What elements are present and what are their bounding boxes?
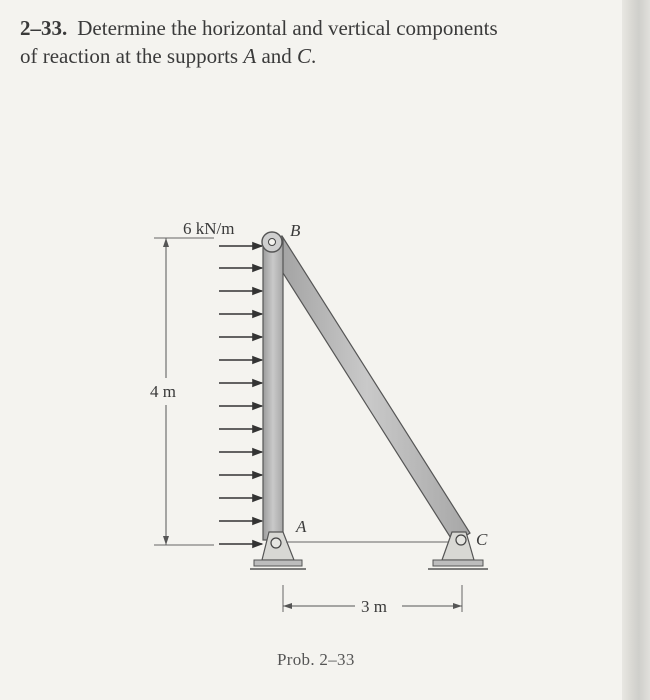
distributed-load-arrows — [219, 246, 262, 544]
problem-text-conjunction: and — [256, 44, 298, 68]
pin-b-hole — [269, 239, 276, 246]
problem-text-line-1: Determine the horizontal and vertical components — [77, 16, 498, 40]
support-a — [250, 532, 306, 569]
support-a-reference: A — [243, 44, 257, 68]
support-a-base — [254, 560, 302, 566]
problem-text-period: . — [311, 44, 317, 68]
problem-text-line-2: of reaction at the supports — [20, 44, 244, 68]
support-c-base — [433, 560, 483, 566]
load-intensity-label: 6 kN/m — [183, 219, 235, 238]
span-arrowhead-right — [453, 603, 462, 609]
height-label: 4 m — [150, 382, 176, 401]
support-c-label: C — [476, 530, 488, 549]
height-arrowhead-bottom — [163, 536, 169, 545]
pin-a — [271, 538, 281, 548]
figure-caption: Prob. 2–33 — [277, 650, 355, 669]
support-c-reference: C — [297, 44, 312, 68]
pin-c — [456, 535, 466, 545]
problem-number: 2–33. — [20, 16, 68, 40]
height-arrowhead-top — [163, 238, 169, 247]
joint-b-label: B — [290, 221, 301, 240]
span-label: 3 m — [361, 597, 387, 616]
span-arrowhead-left — [283, 603, 292, 609]
member-ab — [263, 238, 283, 540]
support-a-label: A — [296, 517, 307, 536]
member-bc — [264, 236, 470, 543]
